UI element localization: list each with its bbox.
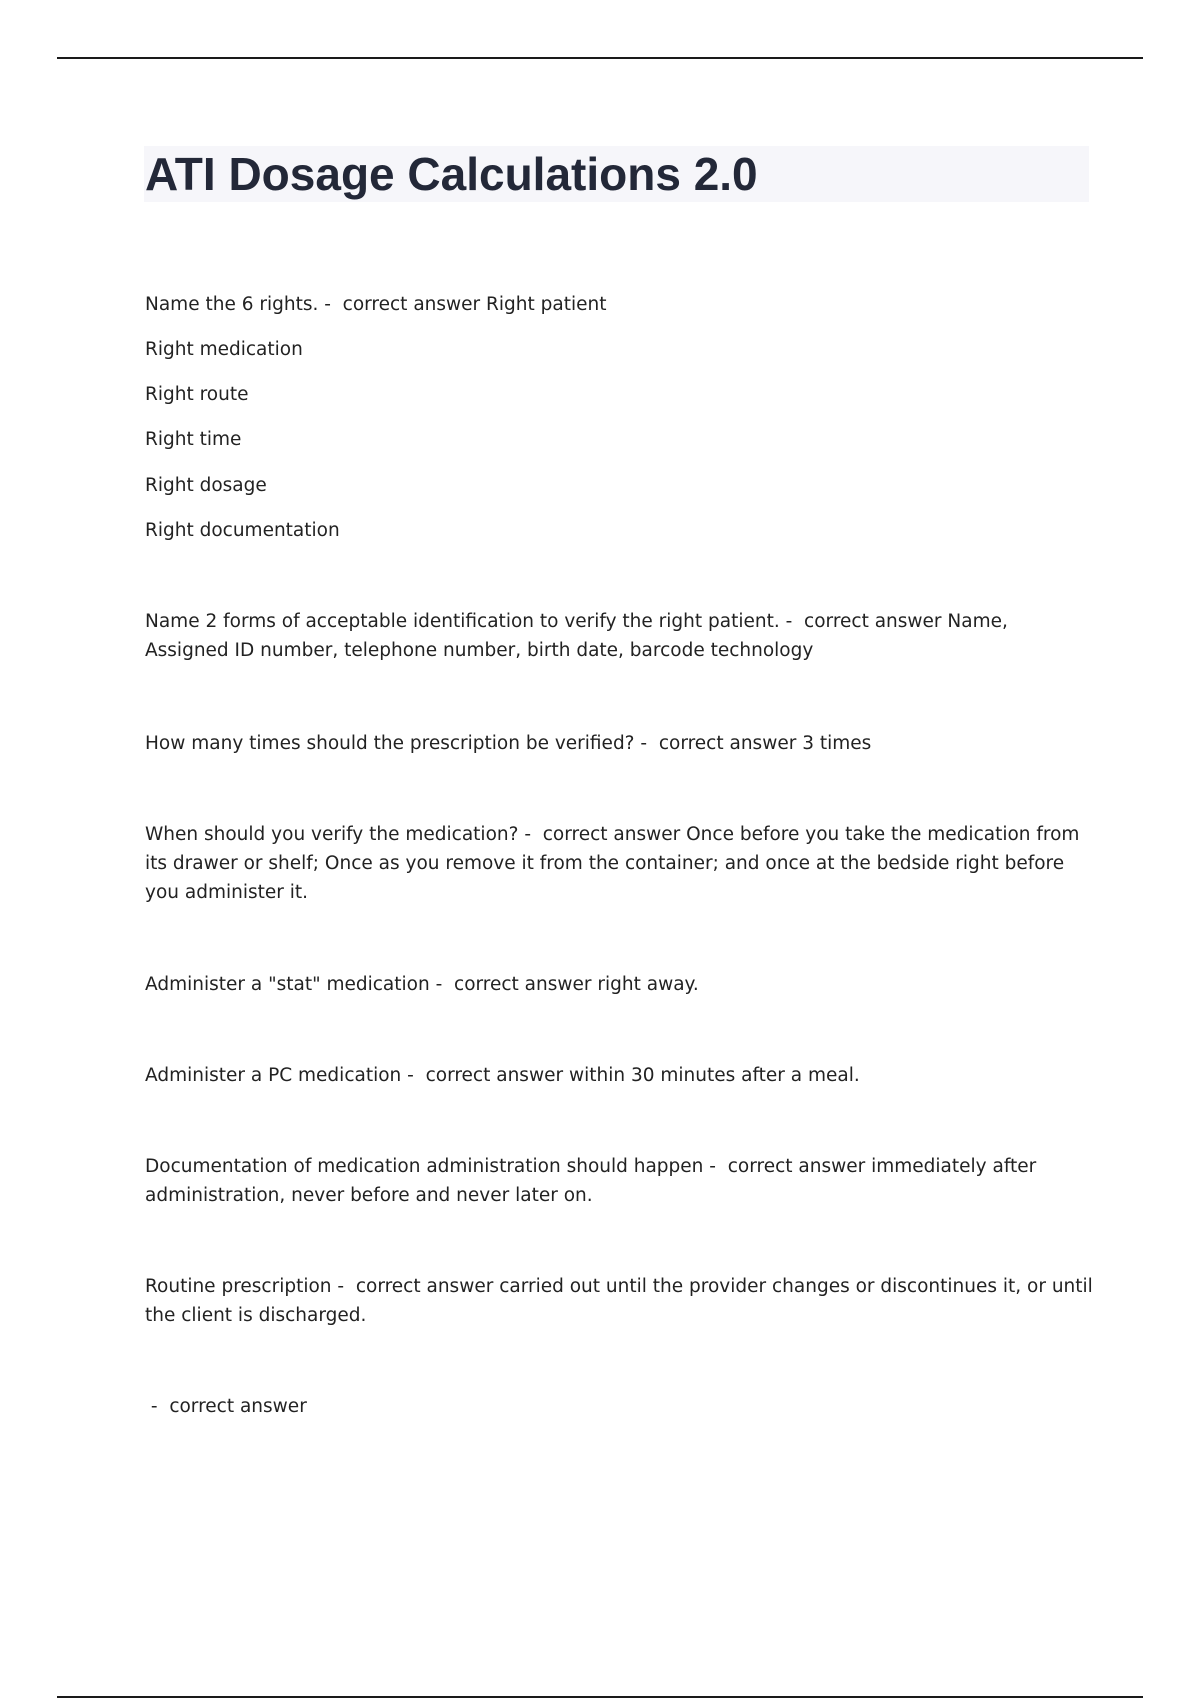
answer-marker: - correct answer: [331, 1276, 500, 1297]
answer-marker: - correct answer: [634, 733, 803, 754]
qa-item-7: [145, 1152, 1095, 1210]
page-title: ATI Dosage Calculations 2.0: [145, 148, 758, 200]
answer-text: right away.: [597, 974, 699, 995]
answer-text: carried out until the provider changes or discontinues it, or until the client is discharged.: [145, 1276, 1093, 1326]
question-text: Routine prescription: [145, 1276, 332, 1297]
answer-text: immediately after administration, never before and never later on.: [145, 1156, 1037, 1206]
question-text: When should you verify the medication?: [145, 824, 519, 845]
list-line: Right dosage: [145, 475, 267, 496]
qa-item-6: [145, 1061, 1095, 1090]
question-text: Administer a PC medication: [145, 1065, 402, 1086]
answer-marker: - correct answer: [429, 974, 598, 995]
question-text: Name the 6 rights.: [145, 294, 319, 315]
answer-marker: - correct answer: [145, 1396, 313, 1417]
question-text: Documentation of medication administration should happen: [145, 1156, 704, 1177]
answer-marker: - correct answer: [518, 824, 687, 845]
answer-marker: - correct answer: [401, 1065, 569, 1086]
question-text: Name 2 forms of acceptable identification to verify the right patient.: [145, 611, 780, 632]
answer-text: Once before you take the medication from its drawer or shelf; Once as you remove it from the container; and once at the bedside right before you administer it.: [145, 824, 1080, 903]
qa-item-1: [145, 290, 1095, 319]
footer-rule: [57, 1696, 1143, 1698]
qa-item-3: [145, 729, 1095, 758]
question-text: Administer a "stat" medication: [145, 974, 430, 995]
answer-text: 3 times: [802, 733, 872, 754]
answer-text: Name, Assigned ID number, telephone number, birth date, barcode technology: [145, 611, 1008, 661]
question-text: How many times should the prescription be verified?: [145, 733, 635, 754]
list-line: Right route: [145, 384, 249, 405]
qa-item-8: [145, 1272, 1095, 1330]
list-line: Right documentation: [145, 520, 340, 541]
header-rule: [57, 57, 1143, 59]
answer-marker: - correct answer: [779, 611, 948, 632]
answer-marker: - correct answer: [318, 294, 487, 315]
qa-item-4: [145, 820, 1095, 907]
answer-marker: - correct answer: [703, 1156, 872, 1177]
answer-text: within 30 minutes after a meal.: [568, 1065, 860, 1086]
qa-item-9: [145, 1392, 1095, 1421]
list-line: Right medication: [145, 339, 303, 360]
list-line: Right time: [145, 429, 242, 450]
qa-item-5: [145, 970, 1095, 999]
qa-item-2: [145, 607, 1095, 665]
answer-text: Right patient: [486, 294, 607, 315]
